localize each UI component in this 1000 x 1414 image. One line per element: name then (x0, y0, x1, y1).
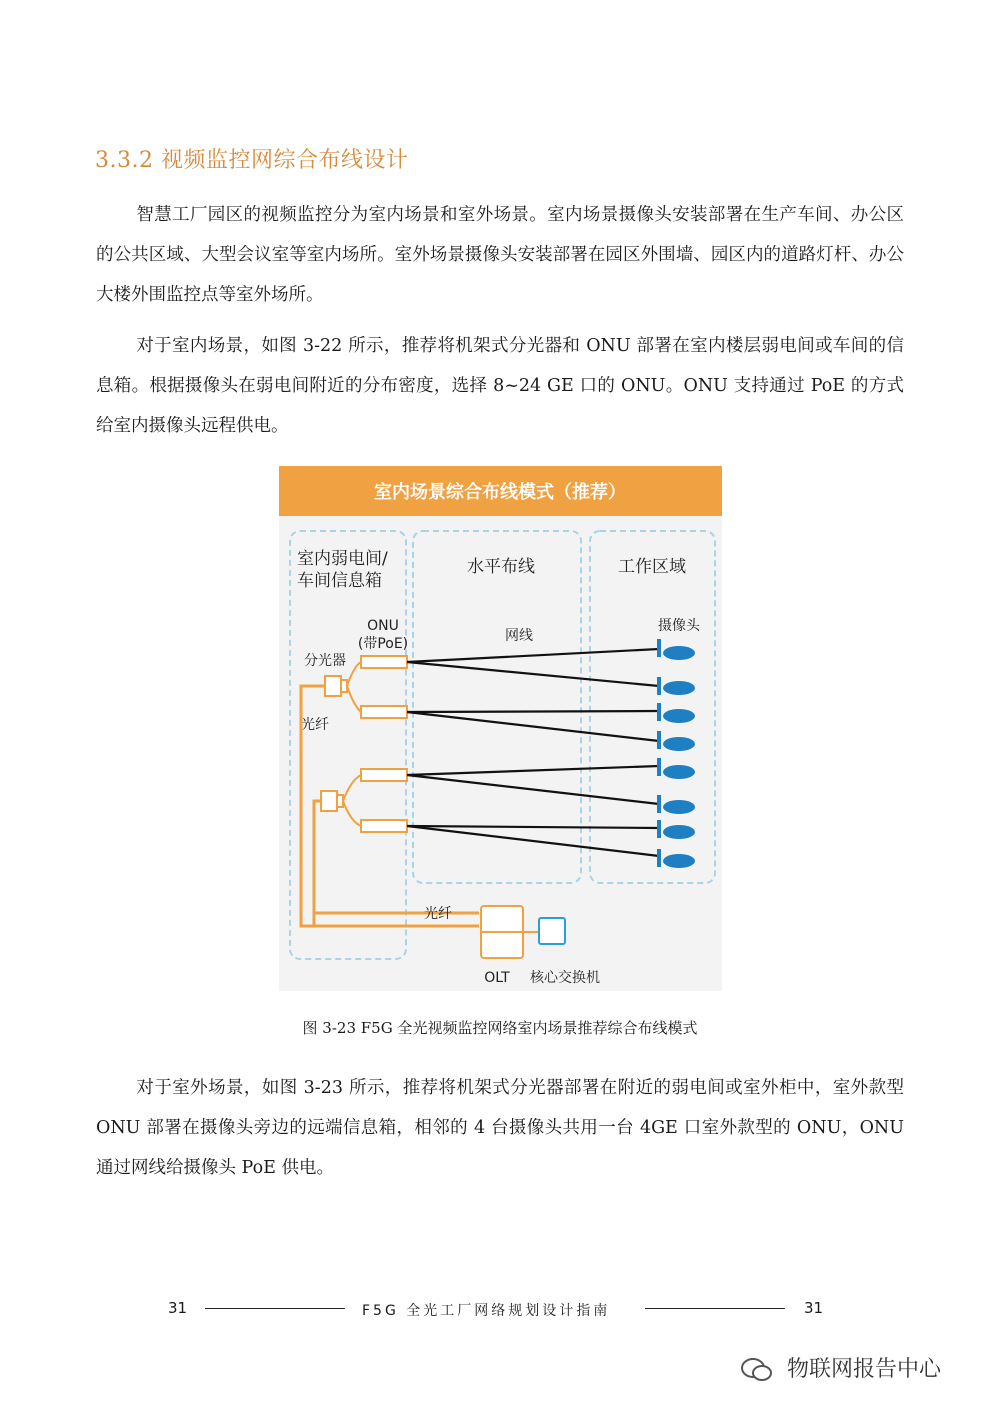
cabling-diagram (279, 466, 722, 991)
page-number-left: 31 (168, 1299, 188, 1317)
core-switch-label: 核心交换机 (530, 970, 600, 986)
paragraph-outdoor (96, 1068, 904, 1188)
paragraph-intro (96, 195, 904, 315)
paragraph-text: 对于室内场景，如图 3-22 所示，推荐将机架式分光器和 ONU 部署在室内楼层弱电间或车间的信息箱。根据摄像头在弱电间附近的分布密度，选择 8~24 GE 口的 ONU。ONU 支持通过 PoE 的方式给室内摄像头远程供电。 (96, 336, 904, 436)
zone2-label: 水平布线 (467, 557, 535, 577)
network-cable-label: 网线 (505, 628, 533, 644)
page-footer (0, 1297, 1000, 1321)
onu-poe-label: (带PoE) (357, 636, 409, 652)
onu-device (361, 769, 407, 781)
paragraph-text: 智慧工厂园区的视频监控分为室内场景和室外场景。室内场景摄像头安装部署在生产车间、办公区的公共区域、大型会议室等室内场所。室外场景摄像头安装部署在园区外围墙、园区内的道路灯杆、办公大楼外围监控点等室外场所。 (96, 205, 904, 305)
olt-label: OLT (484, 970, 510, 986)
page-number-right: 31 (804, 1299, 824, 1317)
core-switch-icon (539, 918, 565, 944)
olt-device (481, 906, 523, 958)
footer-rule-left (205, 1308, 345, 1309)
camera-label: 摄像头 (658, 618, 700, 634)
zone1-label-line1: 室内弱电间/ (297, 549, 388, 569)
figure-caption: 图 3-23 F5G 全光视频监控网络室内场景推荐综合布线模式 (302, 1019, 698, 1037)
paragraph-indoor (96, 326, 904, 446)
fiber-label-1: 光纤 (301, 717, 329, 733)
section-heading: 3.3.2 视频监控网综合布线设计 (95, 148, 409, 173)
watermark-text: 物联网报告中心 (787, 1357, 942, 1382)
onu-device (361, 656, 407, 668)
splitter-icon (325, 676, 347, 696)
splitter-icon (321, 791, 343, 811)
fiber-label-2: 光纤 (424, 906, 452, 922)
paragraph-text: 对于室外场景，如图 3-23 所示，推荐将机架式分光器部署在附近的弱电间或室外柜中，室外款型 ONU 部署在摄像头旁边的远端信息箱，相邻的 4 台摄像头共用一台 4GE 口室外款型的 ONU，ONU 通过网线给摄像头 PoE 供电。 (96, 1078, 904, 1178)
diagram-title: 室内场景综合布线模式（推荐） (374, 482, 626, 503)
watermark (740, 1352, 941, 1383)
footer-title: F5G 全光工厂网络规划设计指南 (362, 1303, 611, 1319)
onu-device (361, 706, 407, 718)
footer-rule-right (645, 1308, 785, 1309)
wechat-icon (740, 1357, 787, 1382)
zone3-label: 工作区域 (618, 557, 686, 577)
zone1-label-line2: 车间信息箱 (297, 571, 382, 591)
splitter-label: 分光器 (304, 653, 346, 669)
onu-label: ONU (367, 618, 399, 634)
onu-device (361, 820, 407, 832)
